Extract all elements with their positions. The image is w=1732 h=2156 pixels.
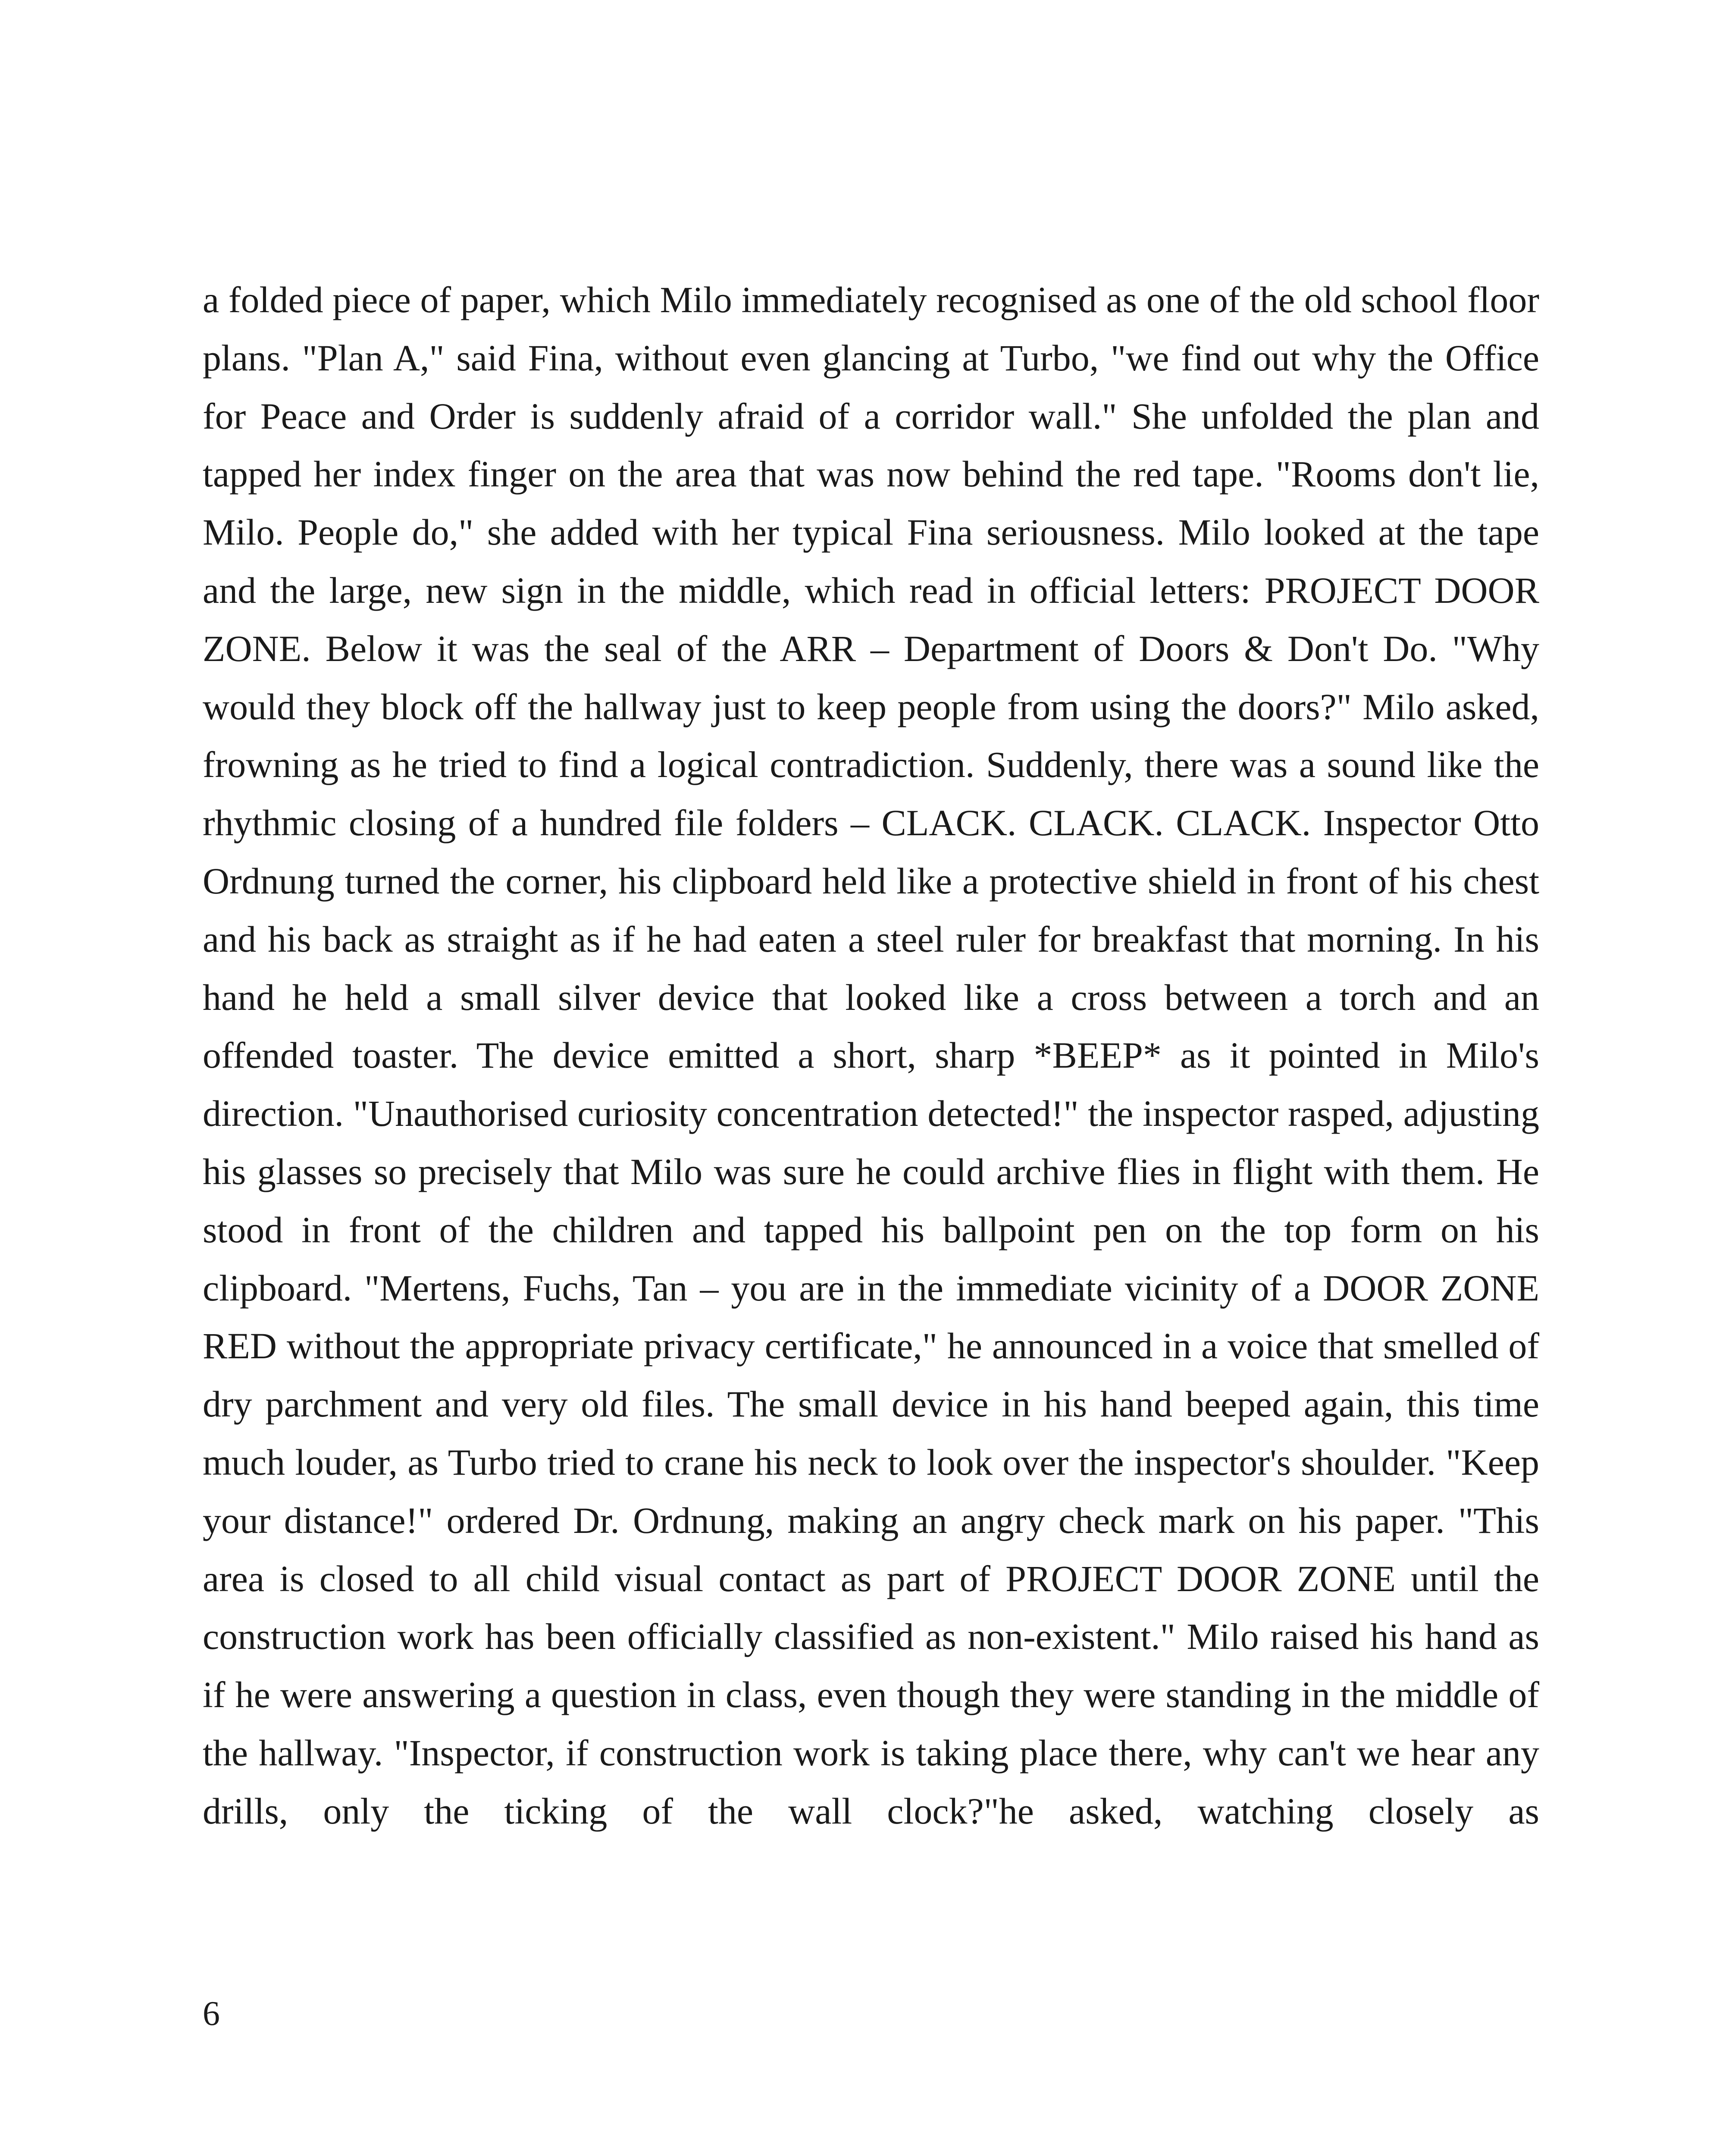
body-paragraph: a folded piece of paper, which Milo immediately recognised as one of the old school floor plans. "Plan A," said Fina, without even glancing at Turbo, "we find out why the Office for Peace and Order is suddenly afraid of a corridor wall." She unfolded the plan and tapped her index finger on the area that was now behind the red tape. "Rooms don't lie, Milo. People do," she added with her typical Fina seriousness. Milo looked at the tape and the large, new sign in the middle, which read in official letters: PROJECT DOOR ZONE. Below it was the seal of the ARR – Department of Doors & Don't Do. "Why would they block off the hallway just to keep people from using the doors?" Milo asked, frowning as he tried to find a logical contradiction. Suddenly, there was a sound like the rhythmic closing of a hundred file folders – CLACK. CLACK. CLACK. Inspector Otto Ordnung turned the corner, his clipboard held like a protective shield in front of his chest and his back as straight as if he had eaten a steel ruler for breakfast that morning. In his hand he held a small silver device that looked like a cross between a torch and an offended toaster. The device emitted a short, sharp *BEEP* as it pointed in Milo's direction. "Unauthorised curiosity concentration detected!" the inspector rasped, adjusting his glasses so precisely that Milo was sure he could archive flies in flight with them. He stood in front of the children and tapped his ballpoint pen on the top form on his clipboard. "Mertens, Fuchs, Tan – you are in the immediate vicinity of a DOOR ZONE RED without the appropriate privacy certificate," he announced in a voice that smelled of dry parchment and very old files. The small device in his hand beeped again, this time much louder, as Turbo tried to crane his neck to look over the inspector's shoulder. "Keep your distance!" ordered Dr. Ordnung, making an angry check mark on his paper. "This area is closed to all child visual contact as part of PROJECT DOOR ZONE until the construction work has been officially classified as non-existent." Milo raised his hand as if he were answering a question in class, even though they were standing in the middle of the hallway. "Inspector, if construction work is taking place there, why can't we hear any drills, only the ticking of the wall clock?"he asked, watching closely as	[203, 279, 1539, 1832]
page-number: 6	[203, 1995, 220, 2033]
